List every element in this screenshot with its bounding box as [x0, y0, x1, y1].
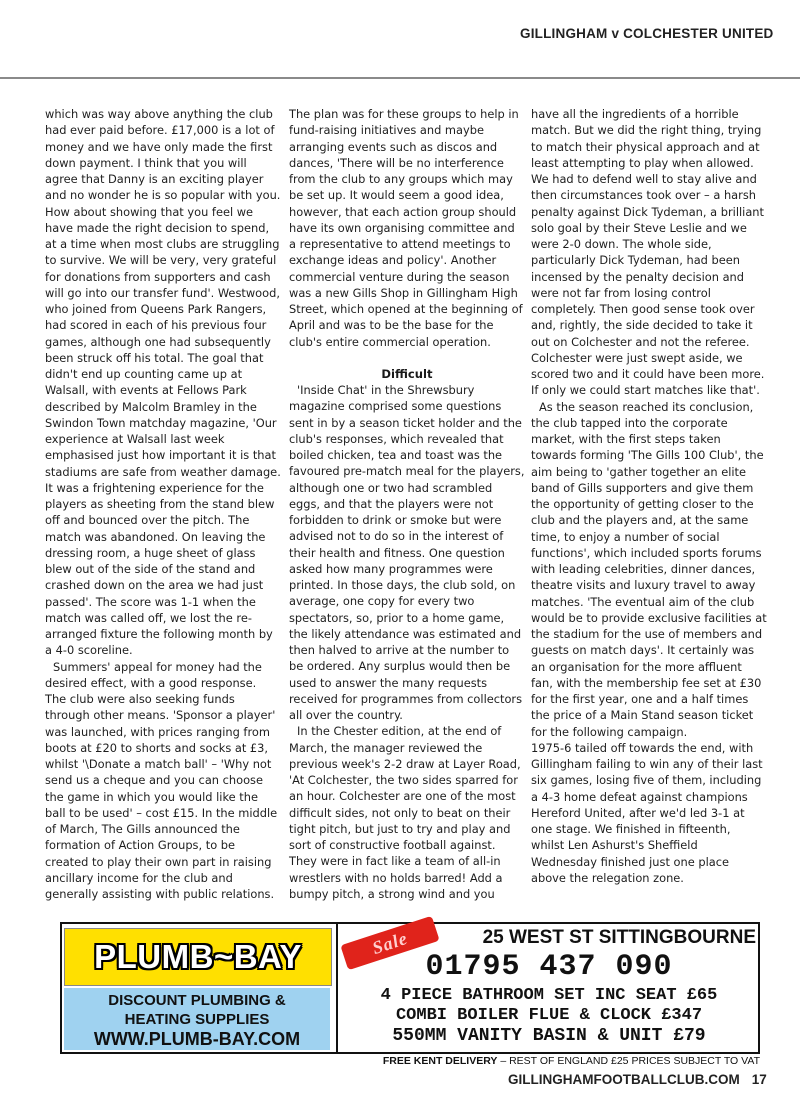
ad-website-link[interactable]: WWW.PLUMB-BAY.COM: [93, 1029, 301, 1049]
paragraph: As the season reached its conclusion, the club tapped into the corporate market, with the first steps taken towards forming 'The Gills 100 Club', the aim being to 'gather together an elite band of Gills supporters and give them the opportunity of getting closer to the club and the players and, at the same time, to enjoy a number of social functions', which included sports forums with leading celebrities, dinner dances, theatre visits and luxury travel to away matches. 'The eventual aim of the club would be to provide exclusive facilities at the stadium for the use of members and guests on match days'. It certainly was an organisation for the more affluent fan, with the membership fee set at £30 for the first year, one and a half times the price of a Main Stand season ticket for the following campaign.: [531, 399, 767, 739]
brand-logo-text: PLUMB~BAY: [94, 938, 302, 975]
ad-offer: 550MM VANITY BASIN & UNIT £79: [392, 1026, 706, 1046]
delivery-highlight: FREE KENT DELIVERY: [382, 1055, 498, 1067]
ad-tagline: DISCOUNT PLUMBING &: [108, 992, 286, 1009]
ad-phone-number: 01795 437 090: [425, 950, 673, 984]
ad-brand-panel: [62, 924, 334, 1052]
ad-tagline-panel: [64, 988, 330, 1050]
plumbing-advertisement: [60, 922, 760, 1054]
ad-delivery-note: [60, 1055, 760, 1067]
paragraph: have all the ingredients of a horrible match. But we did the right thing, trying to match their physical approach and at least attempting to play when allowed. We had to defend well to stay alive and then circumstances took over – a harsh penalty against Dick Tydeman, a brilliant solo goal by their Steve Leslie and we were 2-0 down. The whole side, particularly Dick Tydeman, had been incensed by the penalty decision and were not far from losing control completely. Then good sense took over and, rightly, the side decided to take it out on Colchester and not the referee. Colchester were just swept aside, we scored two and it could have been more. If only we could start matches like that'.: [531, 107, 765, 398]
paragraph: The plan was for these groups to help in fund-raising initiatives and maybe arranging events such as discos and dances, 'There will be no interference from the club to any groups which may be set up. It would seem a good idea, however, that each action group should have its own organising committee and a representative to attend meetings to exchange ideas and policy'. Another commercial venture during the season was a new Gills Shop in Gillingham High Street, which opened at the beginning of April and was to be the base for the club's entire commercial operation.: [289, 107, 523, 349]
paragraph: 1975-6 tailed off towards the end, with Gillingham failing to win any of their last six games, losing five of them, including a 4-3 home defeat against champions Hereford United, after we'd led 3-1 at one stage. We finished in fifteenth, whilst Len Ashurst's Sheffield Wednesday finished just one place above the relegation zone.: [531, 740, 763, 885]
footer-website: GILLINGHAMFOOTBALLCLUB.COM: [508, 1072, 740, 1087]
page-number: 17: [751, 1072, 767, 1087]
sale-label: Sale: [369, 927, 411, 958]
paragraph: Summers' appeal for money had the desired effect, with a good response. The club were also seeking funds through other means. 'Sponsor a player' was launched, with prices ranging from boots at £20 to shorts and socks at £3, whilst '\Donate a match ball' – 'Why not send us a cheque and you can choose the game in which you would like the ball to be used' – cost £15. In the middle of March, The Gills announced the formation of Action Groups, to be created to play their own part in raising ancillary income for the club and generally assisting with public relations.: [45, 659, 278, 901]
paragraph: In the Chester edition, at the end of March, the manager reviewed the previous week's 2-2 draw at Layer Road, 'At Colchester, the two sides sparred for an hour. Colchester are one of the most difficult sides, not only to beat on their tight pitch, but just to try and play and sort of constructive football against. They were in fact like a team of all-in wrestlers with no holds barred! Add a bumpy pitch, a strong wind and you: [289, 724, 521, 901]
article-column-1: [45, 106, 281, 902]
paragraph: which was way above anything the club had ever paid before. £17,000 is a lot of money and we have only made the first down payment. I think that you will agree that Danny is an exciting player and no wonder he is so popular with you. How about showing that you feel we have made the right decision to spend, at a time when most clubs are struggling to survive. We will be very, very grateful for donations from supporters and cash will go into our transfer fund'. Westwood, who joined from Queens Park Rangers, had scored in each of his previous four games, although one had subsequently been struck off his total. The goal that didn't end up counting came up at Walsall, with events at Fellows Park described by Malcolm Bramley in the Swindon Town matchday magazine, 'Our experience at Walsall last week emphasised just how important it is that stadiums are safe from weather damage. It was a frightening experience for the players as sheeting from the stand blew off and bounced over the pitch. The match was abandoned. On leaving the dressing room, a huge sheet of glass blew out of the side of the stand and crashed down on the area we had just passed'. The score was 1-1 when the match was called off, we lost the re-arranged fixture the following month by a 4-0 scoreline.: [45, 107, 281, 658]
article-column-3: [531, 106, 767, 886]
header-divider: [0, 77, 800, 79]
page-footer: [508, 1072, 768, 1087]
brand-logo: [64, 928, 332, 986]
delivery-details: – REST OF ENGLAND £25 PRICES SUBJECT TO VAT: [497, 1055, 760, 1067]
ad-offer: COMBI BOILER FLUE & CLOCK £347: [395, 1006, 703, 1025]
section-subheading: Difficult: [381, 366, 433, 381]
paragraph: 'Inside Chat' in the Shrewsbury magazine comprised some questions sent in by a season ticket holder and the club's responses, which revealed that boiled chicken, tea and toast was the favoured pre-match meal for the players, although one or two had scrambled eggs, and that the players were not forbidden to drink or smoke but were advised not to do so in the interest of their health and fitness. One question asked how many programmes were printed. In those days, the club sold, on average, one copy for every two spectators, so, prior to a home game, the likely attendance was estimated and then halved to arrive at the number to be ordered. Any surplus would then be used to answer the many requests received for programmes from collectors all over the country.: [289, 383, 525, 722]
article-column-2: [289, 106, 525, 902]
ad-offer: 4 PIECE BATHROOM SET INC SEAT £65: [380, 986, 718, 1005]
ad-tagline: HEATING SUPPLIES: [124, 1011, 270, 1028]
ad-divider: [336, 924, 338, 1052]
running-header: GILLINGHAM v COLCHESTER UNITED: [520, 26, 774, 41]
ad-offers-panel: [340, 924, 758, 1052]
ad-address: 25 WEST ST SITTINGBOURNE: [482, 927, 756, 948]
